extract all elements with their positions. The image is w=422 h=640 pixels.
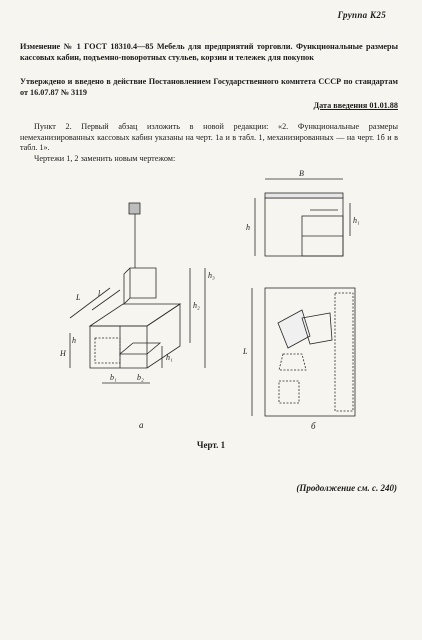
counter-top bbox=[90, 304, 180, 326]
register-block bbox=[130, 268, 156, 298]
dim-label-b2: b₂ bbox=[137, 373, 144, 382]
cash-drawer-box bbox=[129, 203, 140, 214]
plan-outline bbox=[265, 288, 355, 416]
approval-statement: Утверждено и введено в действие Постановлением Государственного комитета СССР по стандартам от 16.07.87 № 3119 bbox=[20, 77, 398, 97]
dim-label-H: H bbox=[60, 349, 66, 358]
figure-label-a: а bbox=[139, 420, 144, 430]
seat-niche bbox=[95, 338, 120, 363]
paragraph-point-2: Пункт 2. Первый абзац изложить в новой редакции: «2. Функциональные размеры немеханизированных кассовых кабин указаны на черт. 1а и в табл. 1, механизированных — на черт. 1б и в табл. 1». bbox=[20, 122, 398, 153]
dim-label-h-b: h bbox=[246, 223, 250, 232]
dim-label-L: L bbox=[76, 293, 81, 302]
counter-side bbox=[147, 304, 180, 368]
figure-caption: Черт. 1 bbox=[196, 440, 226, 450]
dim-label-h3: h₃ bbox=[208, 271, 215, 280]
plan-conveyor bbox=[335, 293, 353, 411]
figure-label-b: б bbox=[311, 421, 316, 431]
dim-label-l: l bbox=[98, 289, 101, 298]
drawing-1 bbox=[40, 158, 380, 420]
register-side bbox=[124, 268, 130, 304]
drawing-1a bbox=[59, 203, 215, 383]
counter-front bbox=[90, 326, 147, 368]
plan-register bbox=[279, 354, 306, 370]
paragraph-drawings: Чертежи 1, 2 заменить новым чертежом: bbox=[34, 153, 176, 163]
dim-label-h: h bbox=[72, 336, 76, 345]
dim-label-h1: h₁ bbox=[166, 353, 173, 362]
dim-l-line bbox=[92, 290, 120, 310]
elevation-top-bar bbox=[265, 193, 343, 198]
dim-label-L-b: L bbox=[243, 347, 248, 356]
continued-note: (Продолжение см. с. 240) bbox=[296, 483, 397, 493]
plan-seat bbox=[279, 381, 299, 403]
group-label: Группа К25 bbox=[337, 10, 386, 20]
dim-label-h1-b: h₁ bbox=[353, 216, 360, 225]
elevation-outline bbox=[265, 198, 343, 256]
dim-label-h2: h₂ bbox=[193, 301, 200, 310]
dim-label-B: B bbox=[299, 169, 304, 178]
drawing-1b bbox=[242, 169, 360, 416]
footrest bbox=[120, 343, 160, 354]
effective-date: Дата введения 01.01.88 bbox=[313, 101, 398, 110]
amendment-title: Изменение № 1 ГОСТ 18310.4—85 Мебель для предприятий торговли. Функциональные размеры кассовых кабин, подъемно-поворотных стульев, корзин и тележек для покупок bbox=[20, 42, 398, 62]
dim-label-b1: b₁ bbox=[110, 373, 117, 382]
